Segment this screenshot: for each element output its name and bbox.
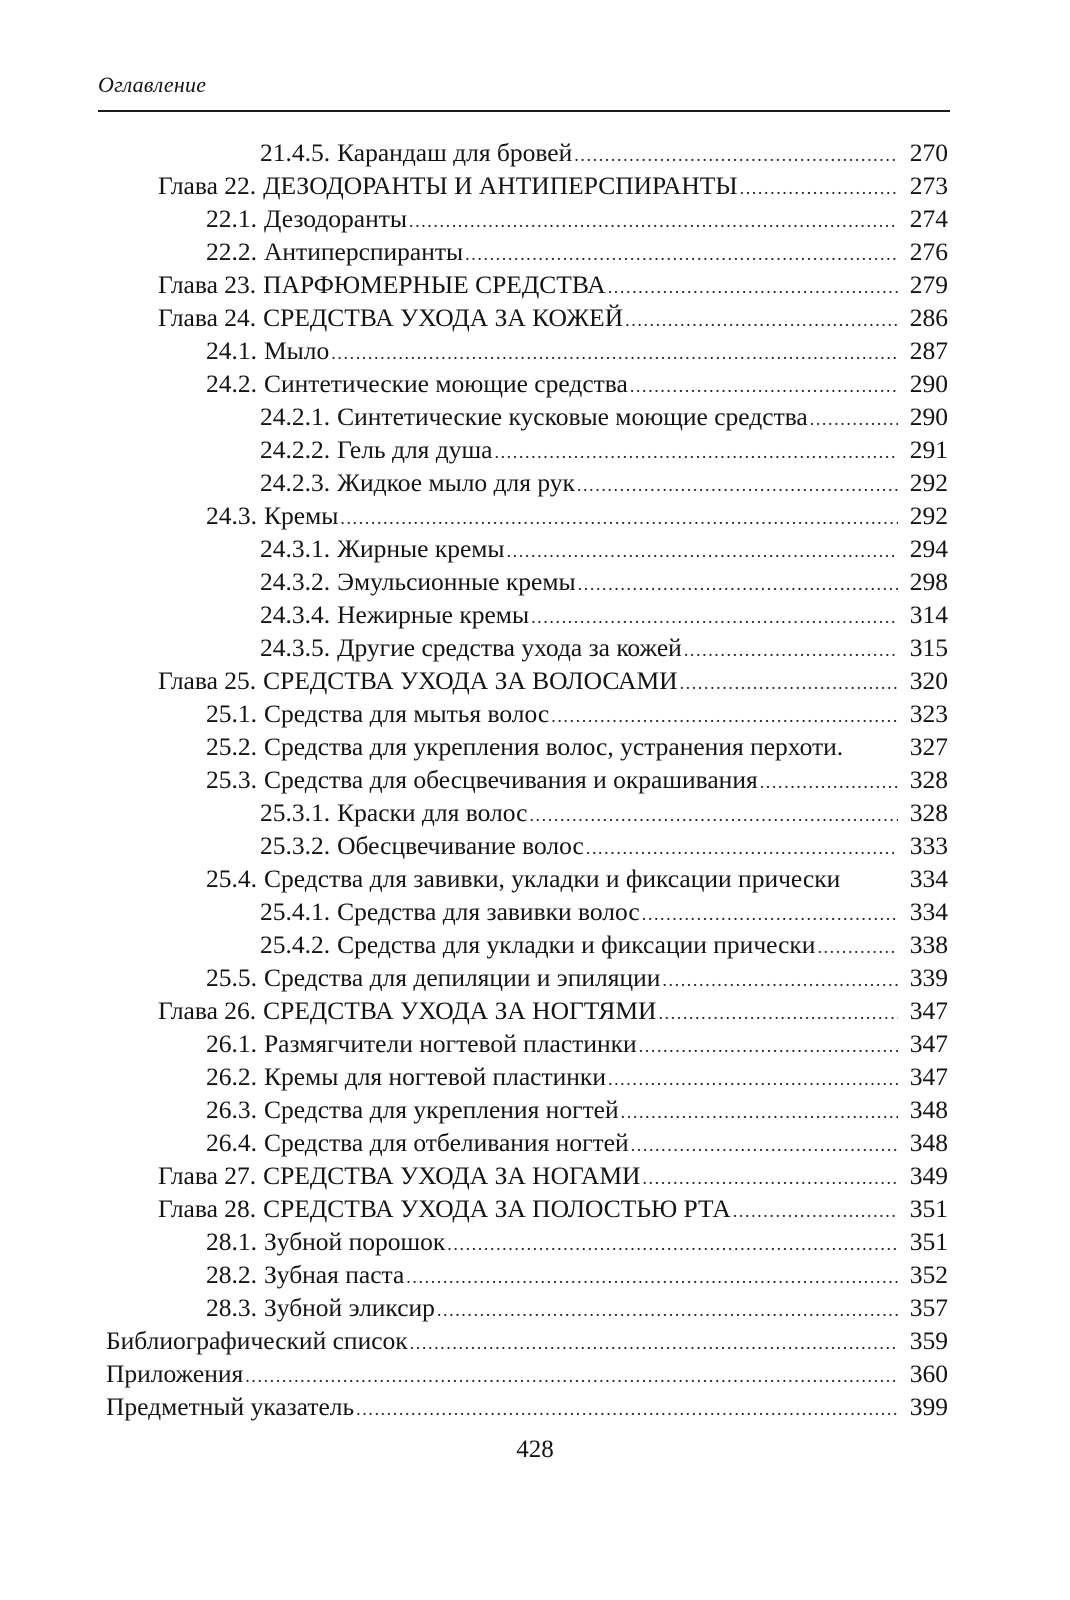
toc-entry-number: 25.1. xyxy=(206,699,257,728)
toc-entry-number: 26.1. xyxy=(206,1029,257,1058)
toc-entry-title: СРЕДСТВА УХОДА ЗА КОЖЕЙ xyxy=(263,303,624,332)
toc-entry-title: Синтетические моющие средства xyxy=(264,369,628,398)
toc-entry-title: Жирные кремы xyxy=(337,534,505,563)
toc-entry xyxy=(0,334,1070,367)
page-number: 428 xyxy=(516,1436,554,1463)
toc-entry-title: Мыло xyxy=(264,336,330,365)
toc-entry-title: Гель для душа xyxy=(337,435,493,464)
toc-entry-title: СРЕДСТВА УХОДА ЗА ВОЛОСАМИ xyxy=(263,666,678,695)
toc-entry-number: 25.2. xyxy=(206,732,257,761)
dot-leader xyxy=(331,337,898,370)
toc-entry-number: 22.2. xyxy=(206,237,257,266)
toc-entry-page: 347 xyxy=(909,1029,948,1058)
toc-entry-number: 24.2. xyxy=(206,369,257,398)
toc-entry-number: Глава 28. xyxy=(158,1194,257,1223)
toc-entry-page: 320 xyxy=(909,666,948,695)
toc-entry xyxy=(0,1093,1070,1126)
dot-leader xyxy=(465,238,898,271)
toc-entry xyxy=(0,433,1070,466)
toc-entry-page: 348 xyxy=(909,1095,948,1124)
toc-entry xyxy=(0,1225,1070,1258)
toc-entry-page: 352 xyxy=(909,1260,948,1289)
toc-entry-number: 24.2.1. xyxy=(260,402,331,431)
toc-entry-number: 24.3. xyxy=(206,501,257,530)
toc-entry-page: 273 xyxy=(909,171,948,200)
toc-entry xyxy=(0,730,1070,763)
dot-leader xyxy=(578,568,898,601)
toc-entry-title: Библиографический список xyxy=(106,1326,408,1355)
toc-entry xyxy=(0,367,1070,400)
toc-entry xyxy=(0,862,1070,895)
toc-entry xyxy=(0,1159,1070,1192)
dot-leader xyxy=(639,1030,898,1063)
toc-entry-page: 357 xyxy=(909,1293,948,1322)
dot-leader xyxy=(507,535,898,568)
toc-entry xyxy=(0,136,1070,169)
toc-entry-page: 314 xyxy=(909,600,948,629)
toc-entry xyxy=(0,466,1070,499)
toc-entry-number: Глава 22. xyxy=(158,171,257,200)
toc-entry xyxy=(0,1291,1070,1324)
toc-entry-title: Размягчители ногтевой пластинки xyxy=(264,1029,637,1058)
toc-entry-title: Средства для укладки и фиксации прически xyxy=(337,930,816,959)
toc-entry-page: 327 xyxy=(909,732,948,761)
dot-leader xyxy=(621,1096,898,1129)
toc-entry-number: 25.4. xyxy=(206,864,257,893)
toc-entry-title: Другие средства ухода за кожей xyxy=(337,633,682,662)
toc-entry-title: Средства для укрепления ногтей xyxy=(264,1095,619,1124)
dot-leader xyxy=(437,1294,898,1327)
toc-entry-number: Глава 26. xyxy=(158,996,257,1025)
toc-entry-number: 26.3. xyxy=(206,1095,257,1124)
toc-entry-title: Предметный указатель xyxy=(106,1392,355,1421)
toc-entry xyxy=(0,499,1070,532)
toc-entry-page: 359 xyxy=(909,1326,948,1355)
toc-entry xyxy=(0,928,1070,961)
toc-entry-page: 270 xyxy=(909,138,948,167)
dot-leader xyxy=(642,898,898,931)
toc-entry-title: Средства для отбеливания ногтей xyxy=(264,1128,629,1157)
toc-entry-title: Средства для мытья волос xyxy=(264,699,550,728)
toc-entry xyxy=(0,301,1070,334)
toc-entry-page: 279 xyxy=(909,270,948,299)
toc-entry-page: 348 xyxy=(909,1128,948,1157)
dot-leader xyxy=(817,931,898,964)
toc-entry-title: Приложения xyxy=(106,1359,244,1388)
toc-entry-page: 290 xyxy=(909,369,948,398)
toc-entry-title: Жидкое мыло для рук xyxy=(337,468,575,497)
toc-entry-title: СРЕДСТВА УХОДА ЗА НОГАМИ xyxy=(263,1161,641,1190)
toc-entry-title: Зубная паста xyxy=(264,1260,405,1289)
dot-leader xyxy=(356,1393,898,1426)
toc-entry-title: Краски для волос xyxy=(337,798,528,827)
header-rule xyxy=(98,110,950,112)
toc-entry-page: 351 xyxy=(909,1227,948,1256)
toc-entry-number: 24.3.1. xyxy=(260,534,331,563)
toc-entry-page: 294 xyxy=(909,534,948,563)
toc-entry xyxy=(0,1126,1070,1159)
dot-leader xyxy=(625,304,898,337)
toc-entry-title: Средства для депиляции и эпиляции xyxy=(264,963,661,992)
toc-entry-page: 323 xyxy=(909,699,948,728)
toc-entry xyxy=(0,169,1070,202)
dot-leader xyxy=(529,799,898,832)
toc-entry-page: 291 xyxy=(909,435,948,464)
toc-entry-number: Глава 27. xyxy=(158,1161,257,1190)
dot-leader xyxy=(733,1195,898,1228)
toc-entry xyxy=(0,268,1070,301)
toc-entry xyxy=(0,994,1070,1027)
toc-entry-number: 24.1. xyxy=(206,336,257,365)
toc-entry-title: Зубной эликсир xyxy=(264,1293,435,1322)
dot-leader xyxy=(658,997,898,1030)
toc-entry-number: 26.2. xyxy=(206,1062,257,1091)
dot-leader xyxy=(406,1261,898,1294)
toc-entry-number: 25.3.1. xyxy=(260,798,331,827)
toc-entry-number: 28.1. xyxy=(206,1227,257,1256)
toc-entry-title: Нежирные кремы xyxy=(337,600,530,629)
dot-leader xyxy=(551,700,898,733)
toc-entry-number: 24.3.4. xyxy=(260,600,331,629)
dot-leader xyxy=(810,403,898,436)
dot-leader xyxy=(631,1129,898,1162)
toc-entry-title: Зубной порошок xyxy=(264,1227,446,1256)
toc-entry-page: 276 xyxy=(909,237,948,266)
toc-entry xyxy=(0,829,1070,862)
toc-entry-page: 298 xyxy=(909,567,948,596)
dot-leader xyxy=(608,271,898,304)
toc-entry-page: 338 xyxy=(909,930,948,959)
toc-entry-page: 286 xyxy=(909,303,948,332)
toc-entry xyxy=(0,631,1070,664)
toc-entry-page: 315 xyxy=(909,633,948,662)
toc-entry-page: 328 xyxy=(909,765,948,794)
dot-leader xyxy=(531,601,898,634)
toc-entry-number: 25.4.2. xyxy=(260,930,331,959)
dot-leader xyxy=(409,205,898,238)
toc-entry-page: 274 xyxy=(909,204,948,233)
toc-entry-title: Средства для завивки волос xyxy=(337,897,640,926)
dot-leader xyxy=(642,1162,898,1195)
toc-entry xyxy=(0,565,1070,598)
dot-leader xyxy=(340,502,898,535)
toc-entry-title: Дезодоранты xyxy=(264,204,407,233)
toc-entry xyxy=(0,664,1070,697)
toc-entry-title: ДЕЗОДОРАНТЫ И АНТИПЕРСПИРАНТЫ xyxy=(263,171,738,200)
toc-entry-page: 334 xyxy=(909,897,948,926)
toc-entry-title: Средства для укрепления волос, устранения перхоти. xyxy=(264,732,844,761)
toc-entry-page: 292 xyxy=(909,501,948,530)
toc-entry xyxy=(0,1324,1070,1357)
toc-entry-title: Антиперспиранты xyxy=(264,237,464,266)
toc-entry-number: 25.4.1. xyxy=(260,897,331,926)
toc-entry-title: СРЕДСТВА УХОДА ЗА ПОЛОСТЬЮ РТА xyxy=(263,1194,731,1223)
toc-entry-number: 25.3.2. xyxy=(260,831,331,860)
toc-entry-number: 25.3. xyxy=(206,765,257,794)
toc-entry-number: Глава 24. xyxy=(158,303,257,332)
dot-leader xyxy=(494,436,898,469)
toc-entry-page: 328 xyxy=(909,798,948,827)
toc-entry xyxy=(0,796,1070,829)
toc-entry-page: 287 xyxy=(909,336,948,365)
toc-entry-number: 26.4. xyxy=(206,1128,257,1157)
toc-entry-title: Кремы для ногтевой пластинки xyxy=(264,1062,606,1091)
toc-entry xyxy=(0,697,1070,730)
dot-leader xyxy=(680,667,898,700)
toc-entry xyxy=(0,598,1070,631)
dot-leader xyxy=(684,634,898,667)
toc-entry-title: СРЕДСТВА УХОДА ЗА НОГТЯМИ xyxy=(263,996,657,1025)
toc-entry xyxy=(0,1390,1070,1423)
dot-leader xyxy=(586,832,898,865)
toc-entry-page: 351 xyxy=(909,1194,948,1223)
toc-entry xyxy=(0,961,1070,994)
toc-entry xyxy=(0,1357,1070,1390)
dot-leader xyxy=(447,1228,898,1261)
toc-entry-number: 28.2. xyxy=(206,1260,257,1289)
toc-entry-page: 399 xyxy=(909,1392,948,1421)
toc-entry xyxy=(0,202,1070,235)
toc-entry-number: Глава 25. xyxy=(158,666,257,695)
toc-entry xyxy=(0,235,1070,268)
toc-entry-page: 349 xyxy=(909,1161,948,1190)
toc-entry-title: Эмульсионные кремы xyxy=(337,567,576,596)
toc-entry-number: 24.3.5. xyxy=(260,633,331,662)
toc-entry-page: 339 xyxy=(909,963,948,992)
dot-leader xyxy=(760,766,898,799)
toc-entry-title: ПАРФЮМЕРНЫЕ СРЕДСТВА xyxy=(263,270,606,299)
toc-entry-title: Средства для обесцвечивания и окрашивания xyxy=(264,765,758,794)
toc-entry-title: Синтетические кусковые моющие средства xyxy=(337,402,808,431)
dot-leader xyxy=(630,370,898,403)
toc-entry-number: 21.4.5. xyxy=(260,138,331,167)
running-head: Оглавление xyxy=(98,72,207,97)
toc-entry xyxy=(0,1027,1070,1060)
dot-leader xyxy=(662,964,898,997)
toc-entry-title: Кремы xyxy=(264,501,339,530)
toc-entry xyxy=(0,1060,1070,1093)
toc-entry-title: Средства для завивки, укладки и фиксации прически xyxy=(264,864,841,893)
toc-entry-page: 333 xyxy=(909,831,948,860)
toc-entry xyxy=(0,763,1070,796)
toc-entry xyxy=(0,895,1070,928)
toc-entry-number: 24.3.2. xyxy=(260,567,331,596)
toc-entry-number: 24.2.2. xyxy=(260,435,331,464)
toc-entry xyxy=(0,1258,1070,1291)
toc-entry-title: Карандаш для бровей xyxy=(337,138,573,167)
toc-entry-number: 22.1. xyxy=(206,204,257,233)
toc-entry-page: 292 xyxy=(909,468,948,497)
toc-entry-page: 347 xyxy=(909,996,948,1025)
toc-entry-page: 290 xyxy=(909,402,948,431)
toc-entry xyxy=(0,400,1070,433)
dot-leader xyxy=(574,139,898,172)
toc-entry-page: 334 xyxy=(909,864,948,893)
dot-leader xyxy=(245,1360,898,1393)
toc-entry-number: Глава 23. xyxy=(158,270,257,299)
toc-entry-number: 25.5. xyxy=(206,963,257,992)
dot-leader xyxy=(740,172,898,205)
toc-entry-title: Обесцвечивание волос xyxy=(337,831,584,860)
toc-entry-number: 24.2.3. xyxy=(260,468,331,497)
toc-entry-page: 360 xyxy=(909,1359,948,1388)
dot-leader xyxy=(410,1327,898,1360)
dot-leader xyxy=(577,469,898,502)
toc-entry-number: 28.3. xyxy=(206,1293,257,1322)
toc-entry xyxy=(0,532,1070,565)
dot-leader xyxy=(608,1063,898,1096)
table-of-contents xyxy=(0,136,1070,1423)
toc-entry xyxy=(0,1192,1070,1225)
toc-entry-page: 347 xyxy=(909,1062,948,1091)
